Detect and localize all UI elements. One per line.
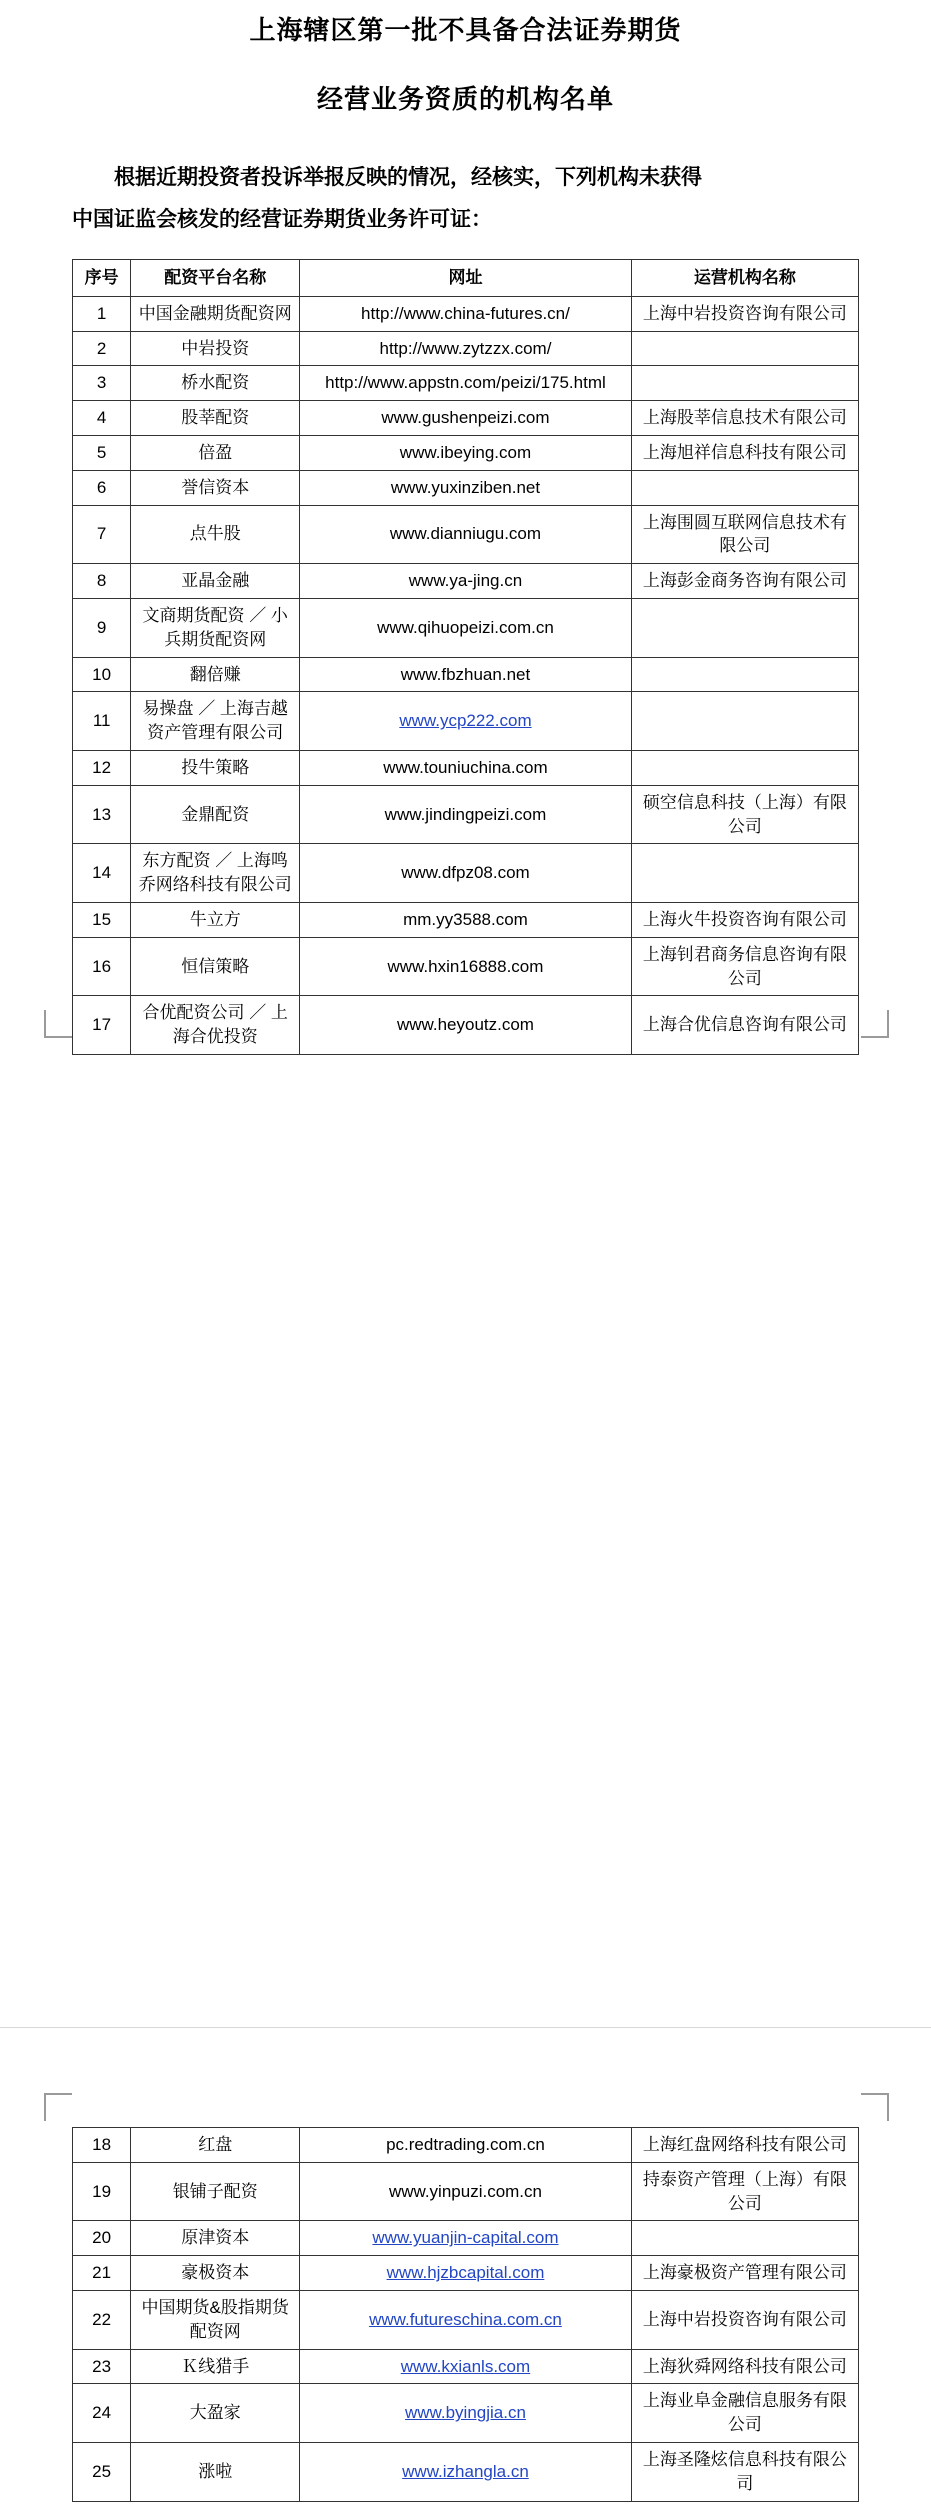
crop-mark-bottom-left: [44, 1010, 72, 1038]
cell-url: www.jindingpeizi.com: [300, 785, 632, 844]
page-separator: [0, 1979, 931, 2075]
cell-platform-name: 桥水配资: [131, 366, 300, 401]
cell-operating-org: [631, 692, 858, 751]
cell-platform-name: 合优配资公司 ／ 上海合优投资: [131, 996, 300, 1055]
cell-no: 11: [73, 692, 131, 751]
cell-platform-name: 翻倍赚: [131, 657, 300, 692]
intro-paragraph: [72, 157, 859, 241]
cell-platform-name: 股莘配资: [131, 401, 300, 436]
cell-operating-org: 上海火牛投资咨询有限公司: [631, 902, 858, 937]
cell-url: www.gushenpeizi.com: [300, 401, 632, 436]
institution-table-container: [72, 259, 859, 1055]
cell-operating-org: 上海圣隆炫信息科技有限公司: [631, 2442, 858, 2501]
cell-operating-org: 持泰资产管理（上海）有限公司: [631, 2162, 858, 2221]
cell-operating-org: 上海钊君商务信息咨询有限公司: [631, 937, 858, 996]
cell-no: 13: [73, 785, 131, 844]
cell-no: 9: [73, 598, 131, 657]
table-row: [73, 657, 859, 692]
cell-platform-name: 投牛策略: [131, 750, 300, 785]
cell-operating-org: [631, 2221, 858, 2256]
cell-platform-name: 红盘: [131, 2128, 300, 2163]
cell-platform-name: 金鼎配资: [131, 785, 300, 844]
crop-mark-bottom-right: [861, 1010, 889, 1038]
cell-operating-org: 上海业阜金融信息服务有限公司: [631, 2384, 858, 2443]
cell-platform-name: 易操盘 ／ 上海吉越资产管理有限公司: [131, 692, 300, 751]
document-page-2: [0, 2075, 931, 2510]
table-row: [73, 296, 859, 331]
table-row: [73, 505, 859, 564]
cell-no: 20: [73, 2221, 131, 2256]
cell-operating-org: 上海旭祥信息科技有限公司: [631, 435, 858, 470]
table-row: [73, 2162, 859, 2221]
cell-url-link[interactable]: www.ycp222.com: [300, 692, 632, 751]
cell-no: 21: [73, 2256, 131, 2291]
table-row: [73, 2349, 859, 2384]
cell-no: 15: [73, 902, 131, 937]
table-header-row: [73, 260, 859, 297]
table-row: [73, 750, 859, 785]
cell-url: www.fbzhuan.net: [300, 657, 632, 692]
cell-no: 8: [73, 564, 131, 599]
cell-operating-org: [631, 844, 858, 903]
institution-table-page-1: [72, 259, 859, 1055]
cell-url-link[interactable]: www.kxianls.com: [300, 2349, 632, 2384]
cell-url: www.ya-jing.cn: [300, 564, 632, 599]
cell-no: 19: [73, 2162, 131, 2221]
cell-operating-org: [631, 331, 858, 366]
title-line-2: 经营业务资质的机构名单: [316, 83, 614, 114]
cell-platform-name: 原津资本: [131, 2221, 300, 2256]
intro-line-2: 中国证监会核发的经营证券期货业务许可证：: [72, 208, 492, 231]
cell-no: 23: [73, 2349, 131, 2384]
table-row: [73, 2290, 859, 2349]
cell-url: pc.redtrading.com.cn: [300, 2128, 632, 2163]
cell-platform-name: 中国金融期货配资网: [131, 296, 300, 331]
cell-url: www.touniuchina.com: [300, 750, 632, 785]
cell-operating-org: [631, 470, 858, 505]
cell-url: www.yuxinziben.net: [300, 470, 632, 505]
cell-url: www.hxin16888.com: [300, 937, 632, 996]
cell-platform-name: 东方配资 ／ 上海鸣乔网络科技有限公司: [131, 844, 300, 903]
table-row: [73, 470, 859, 505]
cell-platform-name: 中国期货&股指期货配资网: [131, 2290, 300, 2349]
cell-no: 3: [73, 366, 131, 401]
cell-no: 12: [73, 750, 131, 785]
table-row: [73, 844, 859, 903]
cell-operating-org: 上海中岩投资咨询有限公司: [631, 296, 858, 331]
table-row: [73, 366, 859, 401]
cell-url: www.dianniugu.com: [300, 505, 632, 564]
cell-platform-name: 牛立方: [131, 902, 300, 937]
separator-rule: [0, 2027, 931, 2028]
table-row: [73, 902, 859, 937]
cell-url-link[interactable]: www.byingjia.cn: [300, 2384, 632, 2443]
cell-operating-org: 上海股莘信息技术有限公司: [631, 401, 858, 436]
cell-url-link[interactable]: www.izhangla.cn: [300, 2442, 632, 2501]
cell-url: http://www.zytzzx.com/: [300, 331, 632, 366]
cell-operating-org: [631, 750, 858, 785]
table-row: [73, 598, 859, 657]
cell-operating-org: 上海彭金商务咨询有限公司: [631, 564, 858, 599]
cell-url: www.ibeying.com: [300, 435, 632, 470]
institution-table-container-2: [72, 2127, 859, 2502]
cell-operating-org: 上海狄舜网络科技有限公司: [631, 2349, 858, 2384]
intro-line-1: 根据近期投资者投诉举报反映的情况，经核实，下列机构未获得: [114, 166, 702, 189]
document-title: [0, 0, 931, 115]
institution-table-page-2: [72, 2127, 859, 2502]
cell-no: 10: [73, 657, 131, 692]
cell-operating-org: 上海中岩投资咨询有限公司: [631, 2290, 858, 2349]
table-row: [73, 937, 859, 996]
cell-platform-name: Ｋ线猎手: [131, 2349, 300, 2384]
cell-url-link[interactable]: www.hjzbcapital.com: [300, 2256, 632, 2291]
cell-operating-org: [631, 598, 858, 657]
cell-url: http://www.appstn.com/peizi/175.html: [300, 366, 632, 401]
cell-platform-name: 誉信资本: [131, 470, 300, 505]
cell-no: 5: [73, 435, 131, 470]
cell-platform-name: 涨啦: [131, 2442, 300, 2501]
table-row: [73, 2221, 859, 2256]
table-row: [73, 2256, 859, 2291]
cell-no: 18: [73, 2128, 131, 2163]
title-line-1: 上海辖区第一批不具备合法证券期货: [249, 15, 682, 45]
crop-mark-top-left: [44, 2093, 72, 2121]
column-header-org: 运营机构名称: [631, 260, 858, 297]
column-header-name: 配资平台名称: [131, 260, 300, 297]
cell-operating-org: 上海红盘网络科技有限公司: [631, 2128, 858, 2163]
cell-no: 2: [73, 331, 131, 366]
cell-url: http://www.china-futures.cn/: [300, 296, 632, 331]
column-header-no: 序号: [73, 260, 131, 297]
cell-platform-name: 中岩投资: [131, 331, 300, 366]
cell-platform-name: 银铺子配资: [131, 2162, 300, 2221]
cell-platform-name: 恒信策略: [131, 937, 300, 996]
cell-platform-name: 倍盈: [131, 435, 300, 470]
cell-operating-org: 上海豪极资产管理有限公司: [631, 2256, 858, 2291]
cell-url: www.qihuopeizi.com.cn: [300, 598, 632, 657]
cell-no: 1: [73, 296, 131, 331]
table-row: [73, 692, 859, 751]
cell-no: 14: [73, 844, 131, 903]
cell-url: mm.yy3588.com: [300, 902, 632, 937]
column-header-url: 网址: [300, 260, 632, 297]
cell-no: 16: [73, 937, 131, 996]
table-row: [73, 331, 859, 366]
cell-no: 6: [73, 470, 131, 505]
cell-url: www.yinpuzi.com.cn: [300, 2162, 632, 2221]
cell-operating-org: [631, 657, 858, 692]
cell-no: 4: [73, 401, 131, 436]
table-row: [73, 996, 859, 1055]
cell-no: 25: [73, 2442, 131, 2501]
cell-no: 7: [73, 505, 131, 564]
cell-url: www.dfpz08.com: [300, 844, 632, 903]
cell-platform-name: 豪极资本: [131, 2256, 300, 2291]
cell-no: 24: [73, 2384, 131, 2443]
cell-operating-org: 硕空信息科技（上海）有限公司: [631, 785, 858, 844]
cell-url-link[interactable]: www.yuanjin-capital.com: [300, 2221, 632, 2256]
cell-platform-name: 文商期货配资 ／ 小兵期货配资网: [131, 598, 300, 657]
cell-url-link[interactable]: www.futureschina.com.cn: [300, 2290, 632, 2349]
cell-no: 17: [73, 996, 131, 1055]
cell-operating-org: [631, 366, 858, 401]
cell-platform-name: 亚晶金融: [131, 564, 300, 599]
cell-url: www.heyoutz.com: [300, 996, 632, 1055]
table-row: [73, 785, 859, 844]
cell-operating-org: 上海合优信息咨询有限公司: [631, 996, 858, 1055]
cell-no: 22: [73, 2290, 131, 2349]
cell-platform-name: 点牛股: [131, 505, 300, 564]
table-row: [73, 2384, 859, 2443]
table-row: [73, 2442, 859, 2501]
cell-platform-name: 大盈家: [131, 2384, 300, 2443]
table-row: [73, 401, 859, 436]
cell-operating-org: 上海围圆互联网信息技术有限公司: [631, 505, 858, 564]
table-row: [73, 435, 859, 470]
table-row: [73, 2128, 859, 2163]
crop-mark-top-right: [861, 2093, 889, 2121]
table-row: [73, 564, 859, 599]
